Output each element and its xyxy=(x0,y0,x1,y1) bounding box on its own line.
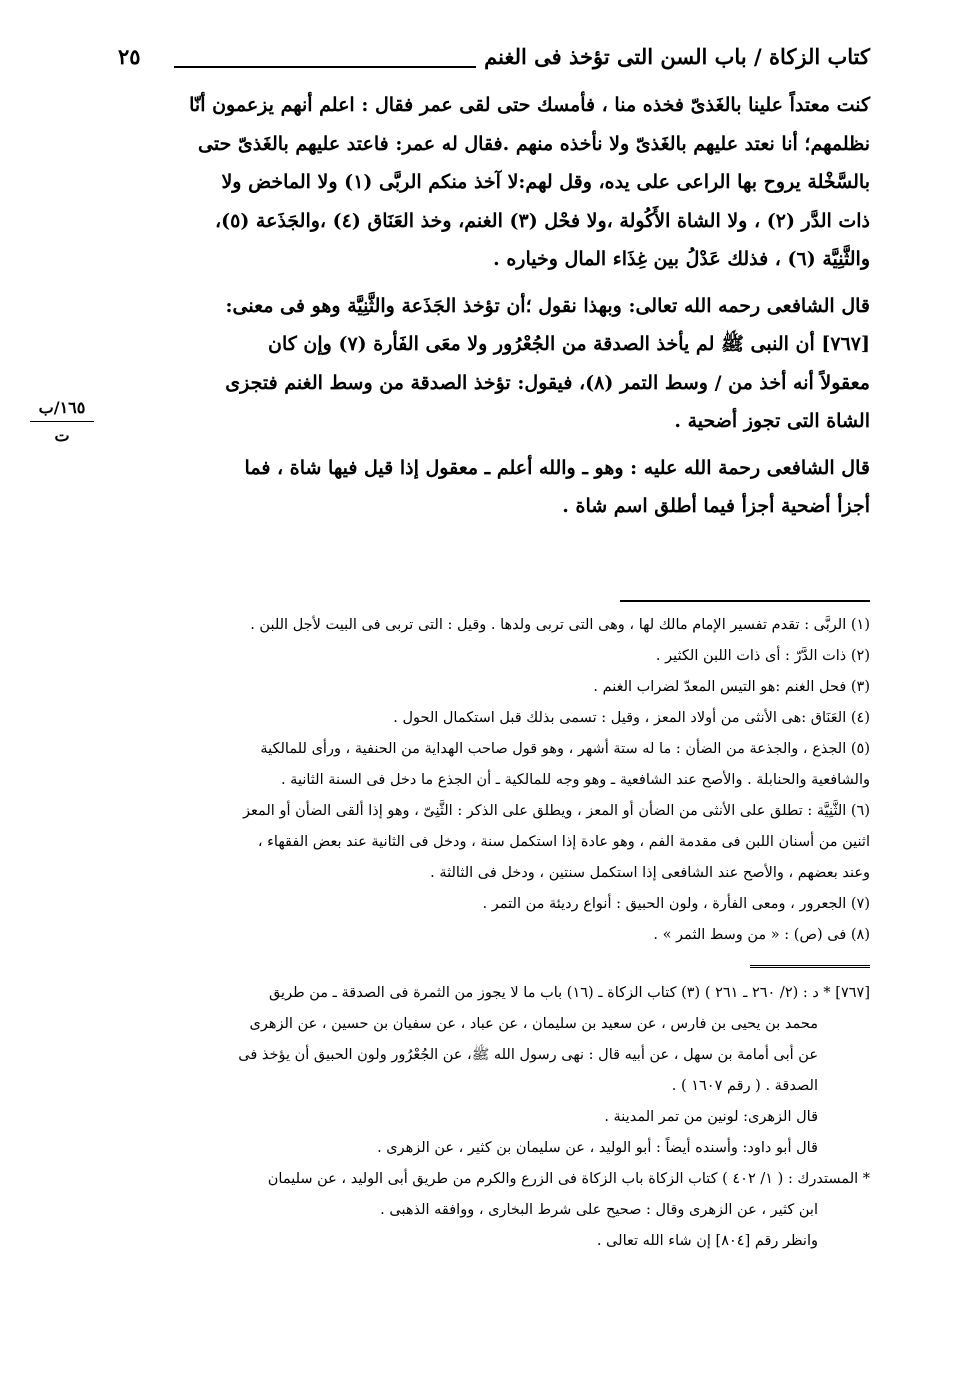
footnote-line: (١) الربَّى : تقدم تفسير الإمام مالك لها ، وهى التى تربى ولدها . وقيل : التى تربى فى البيت لأجل اللبن . xyxy=(250,617,870,633)
text-line: الشاة التى تجوز أضحية . xyxy=(674,410,870,432)
text-line: والثَّنِيَّة (٦) ، فذلك عَدْلُ بين غِذَاء المال وخياره . xyxy=(493,248,870,270)
reference-line: * المستدرك : ( ١/ ٤٠٢ ) كتاب الزكاة باب الزكاة فى الزرع والكرم من طريق أبى الوليد ، عن سليمان xyxy=(267,1171,870,1187)
footnote-rule xyxy=(620,600,870,602)
paragraph-4 xyxy=(118,449,870,526)
text-line: نظلمهم؛ أنا نعتد عليهم بالغَذىّ ولا نأخذه منهم .فقال له عمر: فاعتد عليهم بالغَذىّ حتى xyxy=(198,132,870,155)
text-line: معقولاً أنه أخذ من / وسط التمر (٨)، فيقول: تؤخذ الصدقة من وسط الغنم فتجزى xyxy=(225,371,870,394)
text-line: بالسَّخْلة يروح بها الراعى على يده، وقل لهم:لا آخذ منكم الربَّى (١) ولا الماخض ولا xyxy=(221,171,870,193)
text-line: كنت معتداً علينا بالغَذىّ فخذه منا ، فأمسك حتى لقى عمر فقال : اعلم أنهم يزعمون أنّا xyxy=(189,94,870,116)
reference-line: [٧٦٧] * د : (٢/ ٢٦٠ ـ ٢٦١ ) (٣) كتاب الزكاة ـ (١٦) باب ما لا يجوز من الثمرة فى الصدقة ـ من طريق xyxy=(268,985,870,1001)
paragraph-2 xyxy=(118,287,870,326)
text-line: قال الشافعى رحمه الله تعالى: وبهذا نقول ؛أن تؤخذ الجَذَعة والثَّنِيَّة وهو فى معنى: xyxy=(225,294,870,317)
reference-line: قال الزهرى: لونين من تمر المدينة . xyxy=(604,1109,818,1125)
text-line: ذات الدَّر (٢) ، ولا الشاة الأَكُولة ،ولا فحْل (٣) الغنم، وخذ العَنَاق (٤) ،والجَذَعة (٥)، xyxy=(214,209,870,232)
reference-line: وانظر رقم [٨٠٤] إن شاء الله تعالى . xyxy=(596,1233,818,1249)
chapter-title: كتاب الزكاة / باب السن التى تؤخذ فى الغنم xyxy=(484,44,870,69)
reference-line: الصدقة . ( رقم ١٦٠٧ ) . xyxy=(671,1078,818,1094)
footnote-line: (٤) العَنَاق :هى الأنثى من أولاد المعز ، وقيل : تسمى بذلك قبل استكمال الحول . xyxy=(393,710,870,726)
manuscript-siglum: ت xyxy=(54,426,70,445)
footnote-line: (٦) الثَّنِيَّة : تطلق على الأنثى من الضأن أو المعز ، ويطلق على الذكر : الثَّنِىّ ، وهو إذا ألقى الضأن أو المعز xyxy=(243,803,870,819)
footnote-line: (٨) فى (ص) : « من وسط الثمر » . xyxy=(653,927,870,943)
main-text xyxy=(118,86,870,526)
reference-line: قال أبو داود: وأسنده أيضاً : أبو الوليد ، عن سليمان بن كثير ، عن الزهرى . xyxy=(377,1140,818,1156)
text-line: أجزأ أضحية أجزأ فيما أطلق اسم شاة . xyxy=(562,495,870,517)
references-rule xyxy=(750,965,870,968)
folio-reference: ١٦٥/ب xyxy=(38,398,86,417)
footnote-line: (٧) الجعرور ، ومعى الفأرة ، ولون الحبيق : أنواع رديئة من التمر . xyxy=(482,896,870,912)
reference-line: ابن كثير ، عن الزهرى وقال : صحيح على شرط البخارى ، ووافقه الذهبى . xyxy=(380,1202,818,1218)
footnote-line: (٢) ذات الدَّرّ : أى ذات اللبن الكثير . xyxy=(655,648,870,664)
running-header xyxy=(118,38,870,82)
footnote-line: وعند بعضهم ، والأصح عند الشافعى إذا استكمل سنتين ، ودخل فى الثالثة . xyxy=(430,865,870,881)
page-number: ٢٥ xyxy=(118,44,141,69)
hadith-references xyxy=(118,978,870,1257)
paragraph-3 xyxy=(118,325,870,441)
reference-line: محمد بن يحيى بن فارس ، عن سعيد بن سليمان ، عن عباد ، عن سفيان بن حسين ، عن الزهرى xyxy=(249,1016,818,1032)
footnote-line: (٣) فحل الغنم :هو التيس المعدّ لضراب الغنم . xyxy=(593,679,870,695)
margin-note-rule xyxy=(30,421,94,422)
footnote-line: والشافعية والحنابلة . والأصح عند الشافعية ـ وهو وجه للمالكية ـ أن الجذع ما دخل فى السنة الثانية . xyxy=(280,772,870,788)
header-rule xyxy=(174,66,476,68)
text-line: قال الشافعى رحمة الله عليه : وهو ـ والله أعلم ـ معقول إذا قيل فيها شاة ، فما xyxy=(244,456,870,479)
footnotes xyxy=(118,610,870,951)
footnote-line: اثنين من أسنان اللبن فى مقدمة الفم ، وهو عادة إذا استكمل سنة ، ودخل فى الثانية عند بعض الفقهاء ، xyxy=(257,834,870,850)
reference-line: عن أبى أمامة بن سهل ، عن أبيه قال : نهى رسول الله ﷺ، عن الجُعْرُور ولون الحبيق أن يؤخذ فى xyxy=(238,1047,818,1063)
paragraph-1 xyxy=(118,86,870,279)
margin-folio-note xyxy=(30,398,94,445)
text-line: [٧٦٧] أن النبى ﷺ لم يأخذ الصدقة من الجُعْرُور ولا معَى الفَأرة (٧) وإن كان xyxy=(268,333,870,355)
footnote-line: (٥) الجذع ، والجذعة من الضأن : ما له ستة أشهر ، وهو قول صاحب الهداية من الحنفية ، ورأى للمالكية xyxy=(260,741,870,757)
